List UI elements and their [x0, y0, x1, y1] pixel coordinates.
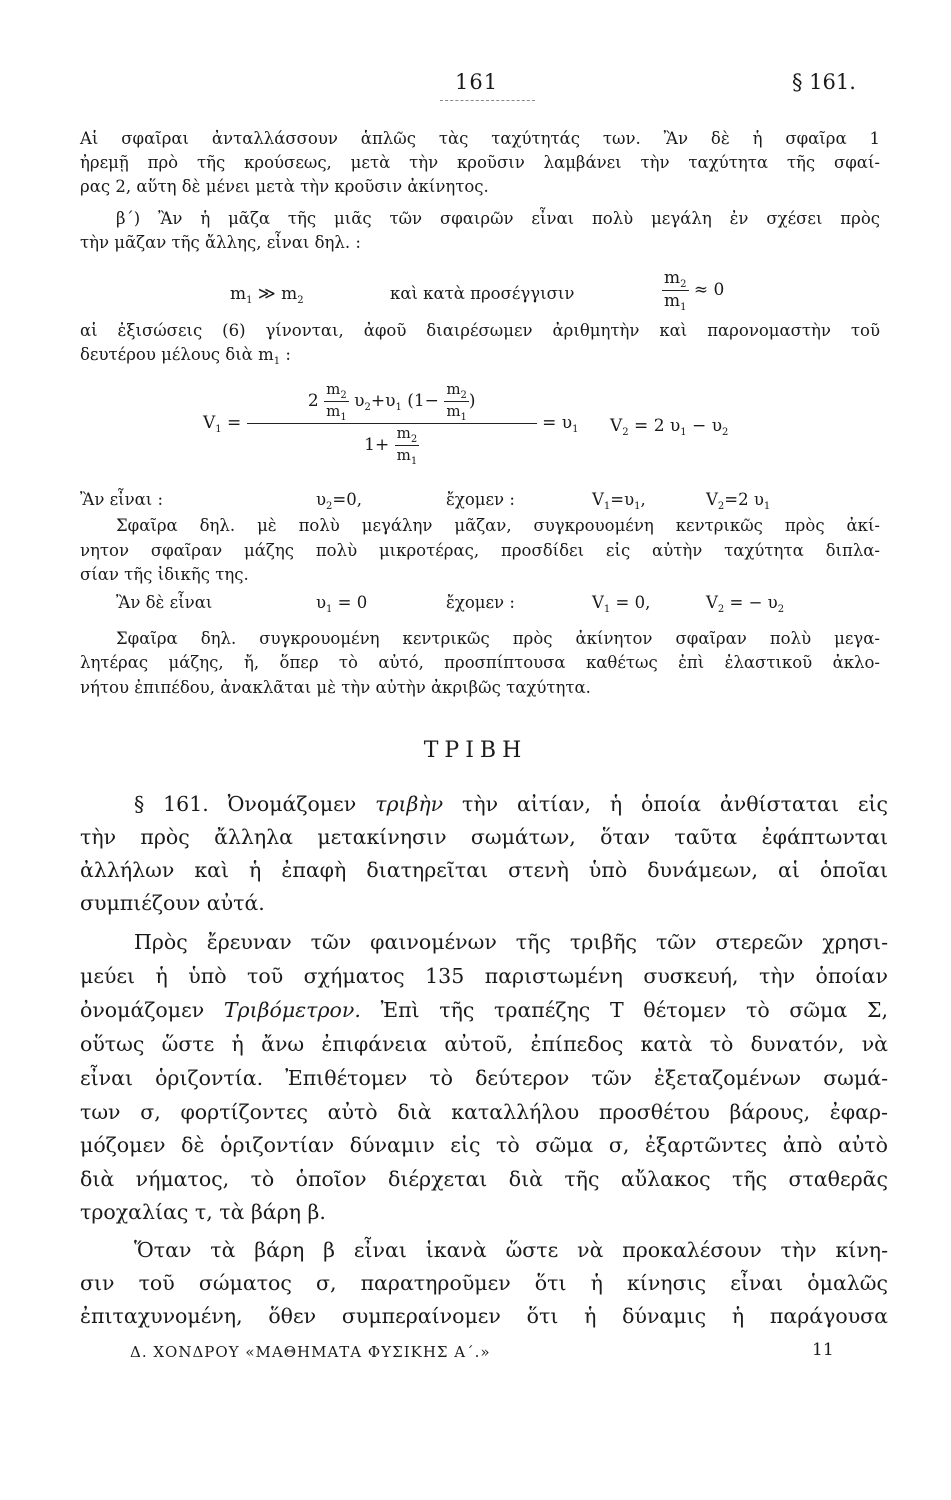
page-number-header: 161: [455, 70, 499, 94]
text-line: Ὅταν τὰ βάρη β εἶναι ἱκανὰ ὥστε νὰ προκαλέσουν τὴν κίνη-: [134, 1238, 888, 1262]
text-line: δευτέρου μέλους διὰ $m_1$ :: [80, 345, 291, 367]
text-line: των σ, φορτίζοντες αὐτὸ διὰ καταλλήλου προσθέτου βάρους, ἐφαρ-: [80, 1100, 888, 1124]
case-line: Ἂν δὲ εἶναι $\upsilon_1 = 0$ ἔχομεν : $V_1 = 0$, $V_2$ = − $\upsilon_2$: [116, 593, 785, 615]
text-line: ἠρεμῇ πρὸ τῆς κρούσεως, μετὰ τὴν κροῦσιν λαμβάνει τὴν ταχύτητα τῆς σφαί-: [80, 153, 880, 172]
case-line: Ἂν εἶναι : $\upsilon_2=0$, ἔχομεν : $V_1=\upsilon_1$, $V_2=2$ $\upsilon_1$: [80, 490, 771, 512]
header-rule: [440, 100, 535, 101]
equation-v1: $V_1$ = 2 $\frac{m_2}{m_1}$ $\upsilon_2+\upsilon_1$ (1− $\frac{m_2}{m_1}$ ) 1+ $\frac{m_2}{m_1}$ = $\upsilon_1$: [203, 380, 579, 467]
text-line: νητον σφαῖραν μάζης πολὺ μικροτέρας, προσδίδει εἰς αὐτὴν ταχύτητα διπλα-: [80, 541, 880, 560]
equation-mass-ratio: $m_1$ ≫ $m_2$: [230, 284, 304, 306]
text-line: σιν τοῦ σώματος σ, παρατηροῦμεν ὅτι ἡ κίνησις εἶναι ὁμαλῶς: [80, 1271, 888, 1295]
text-line: λητέρας μάζης, ἤ, ὅπερ τὸ αὐτό, προσπίπτουσα καθέτως ἐπὶ ἐλαστικοῦ ἀκλο-: [80, 653, 880, 672]
text-line: οὕτως ὥστε ἡ ἄνω ἐπιφάνεια αὐτοῦ, ἐπίπεδος κατὰ τὸ δυνατόν, νὰ: [80, 1032, 888, 1056]
text-line: Πρὸς ἔρευναν τῶν φαινομένων τῆς τριβῆς τῶν στερεῶν χρησι-: [134, 930, 888, 954]
text-line: ὀνομάζομεν Τριβόμετρον. Ἐπὶ τῆς τραπέζης Τ θέτομεν τὸ σῶμα Σ,: [80, 998, 888, 1022]
text-line: τροχαλίας τ, τὰ βάρη β.: [80, 1200, 326, 1224]
text-line: αἱ ἐξισώσεις (6) γίνονται, ἀφοῦ διαιρέσωμεν ἀριθμητὴν καὶ παρονομαστὴν τοῦ: [80, 321, 880, 340]
footer-page-number: 11: [812, 1340, 834, 1360]
text-line: τὴν μᾶζαν τῆς ἄλλης, εἶναι δηλ. :: [80, 233, 361, 252]
text-line: § 161. Ὀνομάζομεν τριβὴν τὴν αἰτίαν, ἡ ὁποία ἀνθίσταται εἰς: [134, 792, 888, 816]
text-line: Σφαῖρα δηλ. συγκρουομένη κεντρικῶς πρὸς ἀκίνητον σφαῖραν πολὺ μεγα-: [116, 629, 880, 648]
text-line: ρας 2, αὕτη δὲ μένει μετὰ τὴν κροῦσιν ἀκίνητος.: [80, 177, 489, 196]
text-line: σίαν τῆς ἰδικῆς της.: [80, 565, 249, 584]
footer-signature: Δ. ΧΟΝΔΡΟΥ «ΜΑΘΗΜΑΤΑ ΦΥΣΙΚΗΣ Α΄.»: [130, 1343, 491, 1361]
section-heading: ΤΡΙΒΗ: [423, 738, 528, 763]
text-line: μόζομεν δὲ ὁριζοντίαν δύναμιν εἰς τὸ σῶμα σ, ἐξαρτῶντες ἀπὸ αὐτὸ: [80, 1133, 888, 1157]
text-line: συμπιέζουν αὐτά.: [80, 891, 265, 915]
text-line: Σφαῖρα δηλ. μὲ πολὺ μεγάλην μᾶζαν, συγκρουομένη κεντρικῶς πρὸς ἀκί-: [116, 516, 880, 535]
text-line: νήτου ἐπιπέδου, ἀνακλᾶται μὲ τὴν αὐτὴν ἀκριβῶς ταχύτητα.: [80, 678, 591, 697]
text-line: διὰ νήματος, τὸ ὁποῖον διέρχεται διὰ τῆς αὔλακος τῆς σταθερᾶς: [80, 1167, 888, 1191]
section-header: § 161.: [792, 70, 856, 94]
equation-v2: $V_2 = 2$ $\upsilon_1 - \upsilon_2$: [610, 416, 729, 438]
text-line: μεύει ἡ ὑπὸ τοῦ σχήματος 135 παριστωμένη συσκευή, τὴν ὁποίαν: [80, 964, 888, 988]
text-line: εἶναι ὁριζοντία. Ἐπιθέτομεν τὸ δεύτερον τῶν ἐξεταζομένων σωμά-: [80, 1066, 888, 1090]
approx-label: καὶ κατὰ προσέγγισιν: [390, 284, 575, 303]
text-line: β΄) Ἂν ἡ μᾶζα τῆς μιᾶς τῶν σφαιρῶν εἶναι πολὺ μεγάλη ἐν σχέσει πρὸς: [116, 209, 880, 228]
equation-ratio-zero: $\frac{m_2}{m_1}$ ≈ 0: [664, 268, 725, 313]
text-line: τὴν πρὸς ἄλληλα μετακίνησιν σωμάτων, ὅταν ταῦτα ἐφάπτωνται: [80, 825, 888, 849]
text-line: ἀλλήλων καὶ ἡ ἐπαφὴ διατηρεῖται στενὴ ὑπὸ δυνάμεων, αἱ ὁποῖαι: [80, 858, 888, 882]
text-line: ἐπιταχυνομένη, ὅθεν συμπεραίνομεν ὅτι ἡ δύναμις ἡ παράγουσα: [80, 1304, 888, 1328]
text-line: Αἱ σφαῖραι ἀνταλλάσσουν ἁπλῶς τὰς ταχύτητάς των. Ἂν δὲ ἡ σφαῖρα 1: [80, 129, 880, 148]
